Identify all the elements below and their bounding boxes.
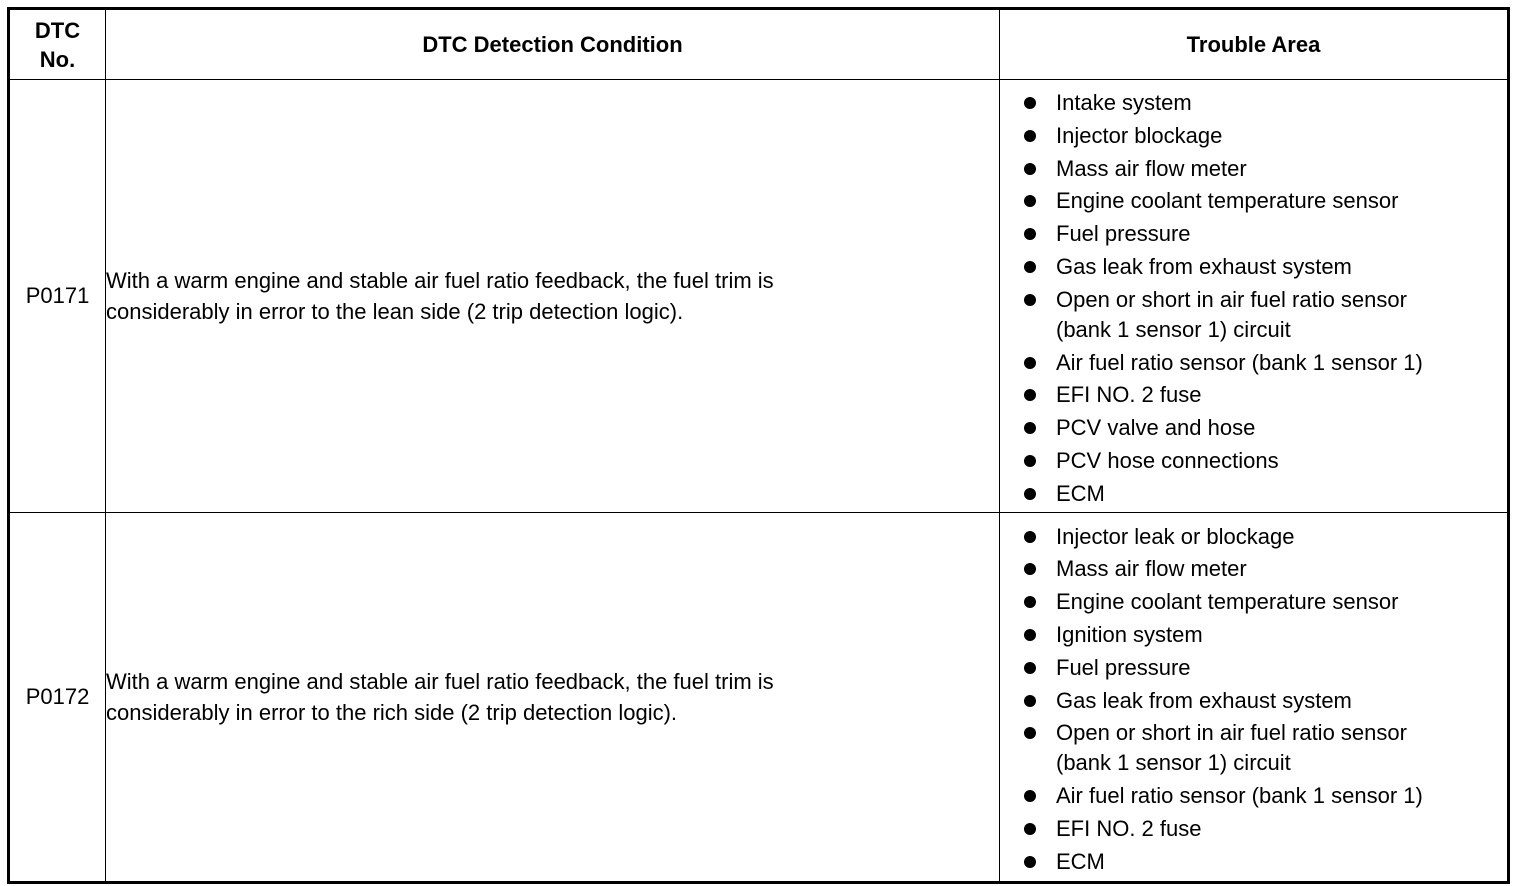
trouble-area-list bbox=[1000, 514, 1507, 877]
list-item bbox=[1014, 154, 1507, 184]
list-item bbox=[1014, 522, 1507, 552]
list-item bbox=[1014, 653, 1507, 683]
table-row bbox=[9, 512, 1509, 882]
bullet-icon bbox=[1024, 629, 1036, 641]
bullet-icon bbox=[1024, 261, 1036, 273]
header-dtc-no bbox=[9, 9, 106, 80]
list-item bbox=[1014, 446, 1507, 476]
bullet-icon bbox=[1024, 488, 1036, 500]
trouble-area-text: Ignition system bbox=[1056, 621, 1203, 647]
trouble-area-text: Injector leak or blockage bbox=[1056, 523, 1295, 549]
dtc-code: P0171 bbox=[9, 80, 106, 513]
trouble-area-text-continued: (bank 1 sensor 1) circuit bbox=[1056, 750, 1291, 776]
header-trouble-area: Trouble Area bbox=[1000, 9, 1509, 80]
bullet-icon bbox=[1024, 727, 1036, 739]
bullet-icon bbox=[1024, 455, 1036, 467]
list-item bbox=[1014, 413, 1507, 443]
trouble-area-cell bbox=[1000, 80, 1509, 513]
trouble-area-text: EFI NO. 2 fuse bbox=[1056, 382, 1202, 408]
list-item bbox=[1014, 686, 1507, 716]
table-row bbox=[9, 80, 1509, 513]
bullet-icon bbox=[1024, 823, 1036, 835]
bullet-icon bbox=[1024, 531, 1036, 543]
list-item bbox=[1014, 348, 1507, 378]
trouble-area-text: PCV valve and hose bbox=[1056, 415, 1256, 441]
bullet-icon bbox=[1024, 790, 1036, 802]
trouble-area-cell bbox=[1000, 512, 1509, 882]
list-item bbox=[1014, 121, 1507, 151]
list-item bbox=[1014, 88, 1507, 118]
trouble-area-list bbox=[1000, 80, 1507, 509]
trouble-area-text: ECM bbox=[1056, 480, 1105, 506]
list-item bbox=[1014, 479, 1507, 509]
bullet-icon bbox=[1024, 294, 1036, 306]
condition-line: considerably in error to the rich side (2 trip detection logic). bbox=[106, 699, 678, 725]
dtc-table bbox=[7, 7, 1510, 884]
trouble-area-text: Engine coolant temperature sensor bbox=[1056, 589, 1399, 615]
header-dtc-no-line1: DTC bbox=[34, 17, 81, 43]
bullet-icon bbox=[1024, 695, 1036, 707]
trouble-area-text: Engine coolant temperature sensor bbox=[1056, 188, 1399, 214]
trouble-area-text: Open or short in air fuel ratio sensor bbox=[1056, 720, 1407, 746]
bullet-icon bbox=[1024, 357, 1036, 369]
bullet-icon bbox=[1024, 195, 1036, 207]
list-item bbox=[1014, 620, 1507, 650]
trouble-area-text: Mass air flow meter bbox=[1056, 556, 1247, 582]
dtc-code: P0172 bbox=[9, 512, 106, 882]
list-item bbox=[1014, 219, 1507, 249]
detection-condition bbox=[106, 512, 1000, 882]
trouble-area-text-continued: (bank 1 sensor 1) circuit bbox=[1056, 316, 1291, 342]
list-item bbox=[1014, 847, 1507, 877]
list-item bbox=[1014, 781, 1507, 811]
condition-line: considerably in error to the lean side (2 trip detection logic). bbox=[106, 298, 684, 324]
list-item bbox=[1014, 554, 1507, 584]
bullet-icon bbox=[1024, 596, 1036, 608]
list-item bbox=[1014, 814, 1507, 844]
trouble-area-text: ECM bbox=[1056, 848, 1105, 874]
list-item bbox=[1014, 718, 1507, 778]
trouble-area-text: Open or short in air fuel ratio sensor bbox=[1056, 286, 1407, 312]
trouble-area-text: Gas leak from exhaust system bbox=[1056, 687, 1352, 713]
bullet-icon bbox=[1024, 662, 1036, 674]
trouble-area-text: Intake system bbox=[1056, 90, 1192, 115]
trouble-area-text: Fuel pressure bbox=[1056, 654, 1191, 680]
trouble-area-text: Air fuel ratio sensor (bank 1 sensor 1) bbox=[1056, 349, 1423, 375]
bullet-icon bbox=[1024, 856, 1036, 868]
list-item bbox=[1014, 186, 1507, 216]
trouble-area-text: PCV hose connections bbox=[1056, 447, 1279, 473]
header-dtc-no-line2: No. bbox=[39, 46, 76, 72]
bullet-icon bbox=[1024, 163, 1036, 175]
bullet-icon bbox=[1024, 130, 1036, 142]
trouble-area-text: Mass air flow meter bbox=[1056, 155, 1247, 181]
trouble-area-text: Air fuel ratio sensor (bank 1 sensor 1) bbox=[1056, 783, 1423, 809]
header-detection-condition: DTC Detection Condition bbox=[106, 9, 1000, 80]
trouble-area-text: Fuel pressure bbox=[1056, 221, 1191, 247]
list-item bbox=[1014, 587, 1507, 617]
list-item bbox=[1014, 285, 1507, 345]
bullet-icon bbox=[1024, 97, 1036, 109]
bullet-icon bbox=[1024, 228, 1036, 240]
trouble-area-text: Gas leak from exhaust system bbox=[1056, 253, 1352, 279]
bullet-icon bbox=[1024, 563, 1036, 575]
condition-line: With a warm engine and stable air fuel ratio feedback, the fuel trim is bbox=[106, 267, 774, 293]
trouble-area-text: EFI NO. 2 fuse bbox=[1056, 815, 1202, 841]
trouble-area-text: Injector blockage bbox=[1056, 122, 1223, 148]
bullet-icon bbox=[1024, 389, 1036, 401]
list-item bbox=[1014, 380, 1507, 410]
list-item bbox=[1014, 252, 1507, 282]
condition-line: With a warm engine and stable air fuel ratio feedback, the fuel trim is bbox=[106, 668, 774, 694]
detection-condition bbox=[106, 80, 1000, 513]
table-header-row bbox=[9, 9, 1509, 80]
bullet-icon bbox=[1024, 422, 1036, 434]
